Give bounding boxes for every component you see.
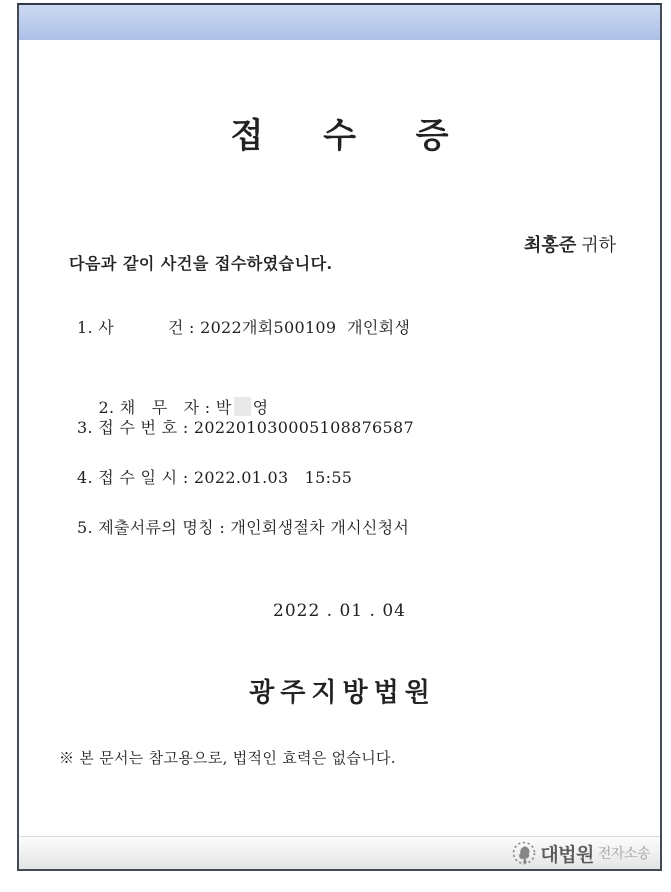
issue-date: 2022 . 01 . 04 — [273, 601, 406, 621]
receipt-datetime-line: 4. 접 수 일 시 : 2022.01.03 15:55 — [77, 468, 353, 487]
header-band — [19, 5, 660, 40]
court-name: 광주지방법원 — [249, 678, 436, 708]
footnote: ※ 본 문서는 참고용으로, 법적인 효력은 없습니다. — [59, 749, 396, 767]
debtor-line-before: 2. 채 무 자 : 박 — [98, 398, 232, 417]
submitted-document-line: 5. 제출서류의 명칭 : 개인회생절차 개시신청서 — [77, 518, 410, 537]
receipt-number-line: 3. 접 수 번 호 : 202201030005108876587 — [77, 418, 414, 437]
receipt-document — [17, 3, 662, 871]
logo-brand-text: 대법원 — [540, 843, 594, 866]
debtor-line-after: 영 — [252, 398, 269, 417]
logo-suffix-text: 전자소송 — [597, 846, 650, 862]
recipient-honorific: 귀하 — [581, 235, 616, 256]
footer-band — [19, 836, 660, 869]
court-emblem-icon — [511, 839, 537, 867]
case-line: 1. 사 건 : 2022개회500109 개인회생 — [77, 318, 411, 337]
document-title: 접 수 증 — [230, 116, 461, 156]
recipient-line — [501, 201, 616, 291]
recipient-name: 최홍준 — [524, 235, 577, 256]
intro-text: 다음과 같이 사건을 접수하였습니다. — [69, 254, 333, 273]
